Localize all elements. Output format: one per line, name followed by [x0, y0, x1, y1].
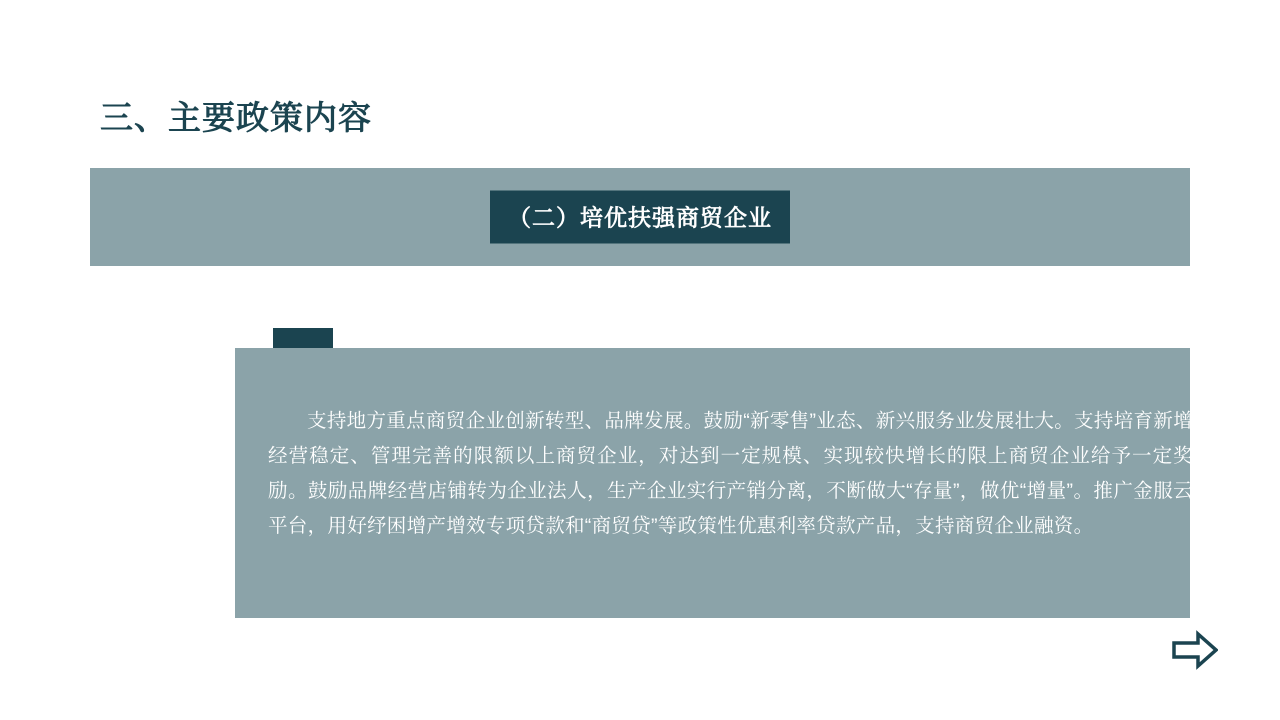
section-banner	[90, 168, 1190, 266]
section-title-chip: （二）培优扶强商贸企业	[490, 191, 790, 244]
body-paragraph: 支持地方重点商贸企业创新转型、品牌发展。鼓励“新零售”业态、新兴服务业发展壮大。支持培育新增经营稳定、管理完善的限额以上商贸企业，对达到一定规模、实现较快增长的限上商贸企业给予一定奖励。鼓励品牌经营店铺转为企业法人，生产企业实行产销分离，不断做大“存量”，做优“增量”。推广金服云平台，用好纾困增产增效专项贷款和“商贸贷”等政策性优惠利率贷款产品，支持商贸企业融资。	[268, 410, 1193, 537]
arrow-right-icon[interactable]	[1172, 630, 1218, 670]
page-title: 三、主要政策内容	[100, 99, 372, 136]
